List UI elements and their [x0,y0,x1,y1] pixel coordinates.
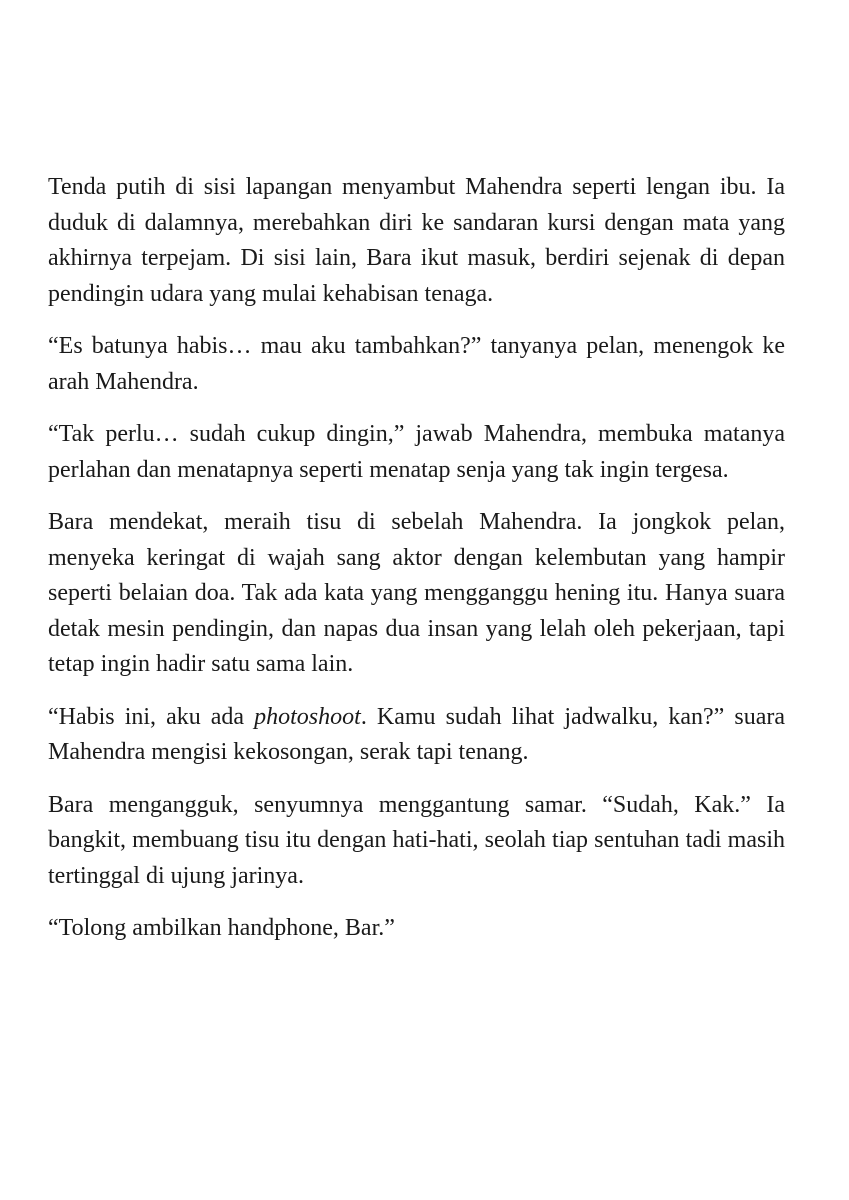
paragraph-text: . Kamu sudah lihat jadwalku, kan?” suara Mahendra mengisi kekosongan, serak tapi tenang. [48,703,785,765]
paragraph-text: Tenda putih di sisi lapangan menyambut Mahendra seperti lengan ibu. Ia duduk di dalamnya, merebahkan diri ke sandaran kursi dengan mata yang akhirnya terpejam. Di sisi lain, Bara ikut masuk, berdiri sejenak di depan pendingin udara yang mulai kehabisan tenaga. [48,174,785,307]
italic-term: photoshoot [254,703,361,730]
paragraph-text: Bara mengangguk, senyumnya menggantung samar. “Sudah, Kak.” Ia bangkit, membuang tisu itu dengan hati-hati, seolah tiap sentuhan tadi masih tertinggal di ujung jarinya. [48,791,785,889]
paragraph-text: Bara mendekat, meraih tisu di sebelah Mahendra. Ia jongkok pelan, menyeka keringat di wajah sang aktor dengan kelembutan yang hampir seperti belaian doa. Tak ada kata yang mengganggu hening itu. Hanya suara detak mesin pendingin, dan napas dua insan yang lelah oleh pekerjaan, tapi tetap ingin hadir satu sama lain. [48,509,785,677]
paragraph-text: “Es batunya habis… mau aku tambahkan?” tanyanya pelan, menengok ke arah Mahendra. [48,333,785,395]
paragraph-text: “Habis ini, aku ada [48,703,255,730]
paragraph-text: “Tak perlu… sudah cukup dingin,” jawab Mahendra, membuka matanya perlahan dan menatapnya seperti menatap senja yang tak ingin tergesa. [48,421,785,483]
paragraph [48,417,785,488]
paragraph [48,911,785,947]
paragraph [48,329,785,400]
story-text [48,170,785,964]
paragraph [48,788,785,895]
paragraph [48,170,785,312]
paragraph [48,700,785,771]
paragraph [48,505,785,683]
paragraph-text: “Tolong ambilkan handphone, Bar.” [48,915,395,941]
